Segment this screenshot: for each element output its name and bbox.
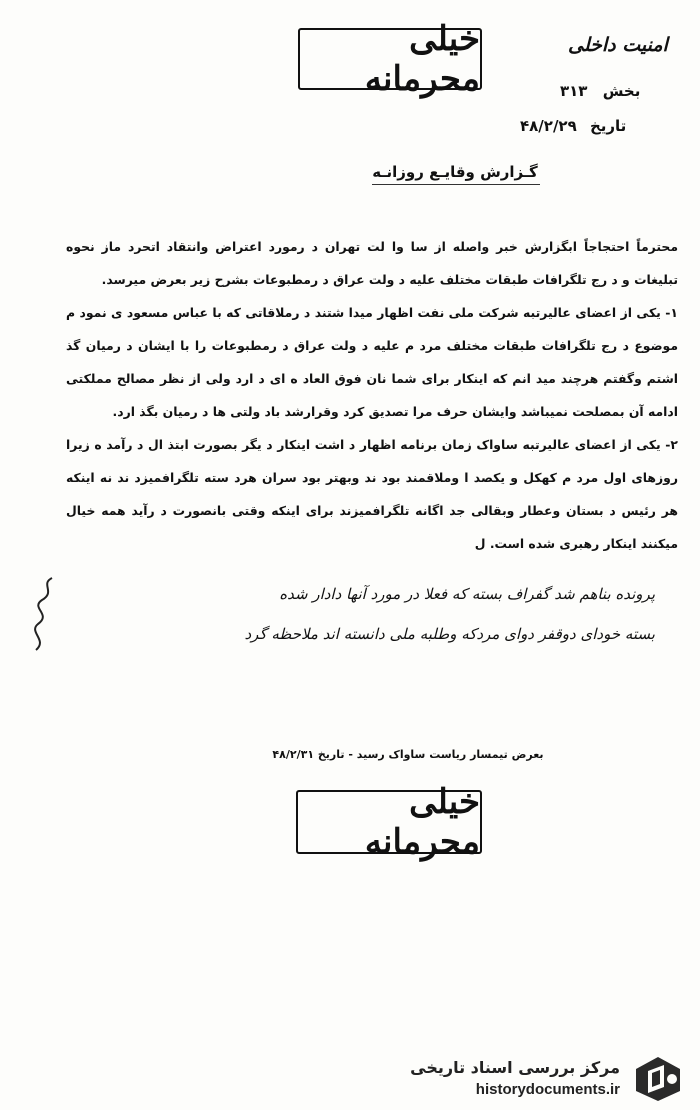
archive-watermark <box>392 1052 692 1106</box>
document-title: گـزارش وقایـع روزانـه <box>372 163 538 181</box>
section-label: بخش <box>602 82 641 100</box>
handwritten-note-line-1: پرونده بناهم شد گفراف بسته که فعلا در مورد آنها دادار شده <box>279 585 655 603</box>
section-line <box>560 82 640 100</box>
date-line <box>520 117 626 135</box>
document-body <box>66 230 678 560</box>
title-underline <box>372 184 540 185</box>
receipt-note: بعرض تیمسار ریاست ساواک رسید - تاریخ ۴۸/۲/۳۱ <box>272 748 544 761</box>
archive-logo-icon <box>630 1053 686 1105</box>
body-paragraph-item-1: ۱- یکی از اعضای عالیرتبه شرکت ملی نفت اظهار میدا شتند د رملاقاتی که با عباس مسعود ی نمود م موضوع د رج تلگرافات طبقات مختلف مرد م علیه د ولت عراق د رمطبوعات را با ایشان د رمیان گذ اشتم وگفتم هرچند مید انم که اینکار برای شما نان فوق العاد ه ای د ارد ولی از نظر مصالح مملکتی ادامه آن بمصلحت نمیباشد وایشان حرف مرا تصدیق کرد وقرارشد باد ولتی ها د رمیان بگذ ارد. <box>66 305 678 419</box>
date-value: ۴۸/۲/۲۹ <box>520 117 577 135</box>
handwritten-margin-scribble <box>22 570 62 660</box>
body-paragraph-intro: محترماً احتجاجاً ابگزارش خبر واصله از سا وا لت تهران د رمورد اعتراض وانتقاد اتحرد ماز نحوه تبلیغات و د رج تلگرافات طبقات مختلف علیه د ولت عراق د رمطبوعات بشرح زیر بعرض میرسد. <box>66 239 678 287</box>
archive-url: historydocuments.ir <box>475 1081 620 1098</box>
section-number: ۳۱۳ <box>560 82 588 100</box>
top-classification-stamp: خیلی محرمانه <box>298 28 482 90</box>
bottom-classification-stamp: خیلی محرمانه <box>296 790 482 854</box>
date-label: تاریخ <box>589 117 627 135</box>
classification-handwritten: امنیت داخلی <box>568 34 668 56</box>
handwritten-note-line-2: بسته خودای دوقفر دوای مردکه وطلبه ملی دانسته اند ملاحظه گرد <box>244 625 655 643</box>
archive-name: مرکز بررسی اسناد تاریخی <box>410 1058 620 1077</box>
body-paragraph-item-2: ۲- یکی از اعضای عالیرتبه ساواک زمان برنامه اظهار د اشت اینکار د یگر بصورت ابتذ ال د رآمد ه زیرا روزهای اول مرد م کهکل و یکصد ا وملاقمند بود ند وبهتر بود سران هرد سته تلگرافمیزد ند نه اینکه هر رئیس د بستان وعطار وبقالی جد اگانه تلگرافمیزند برای اینکه وقتی بانصورت د رآید همه خیال میکنند اینکار رهبری شده است. ل <box>66 437 678 551</box>
